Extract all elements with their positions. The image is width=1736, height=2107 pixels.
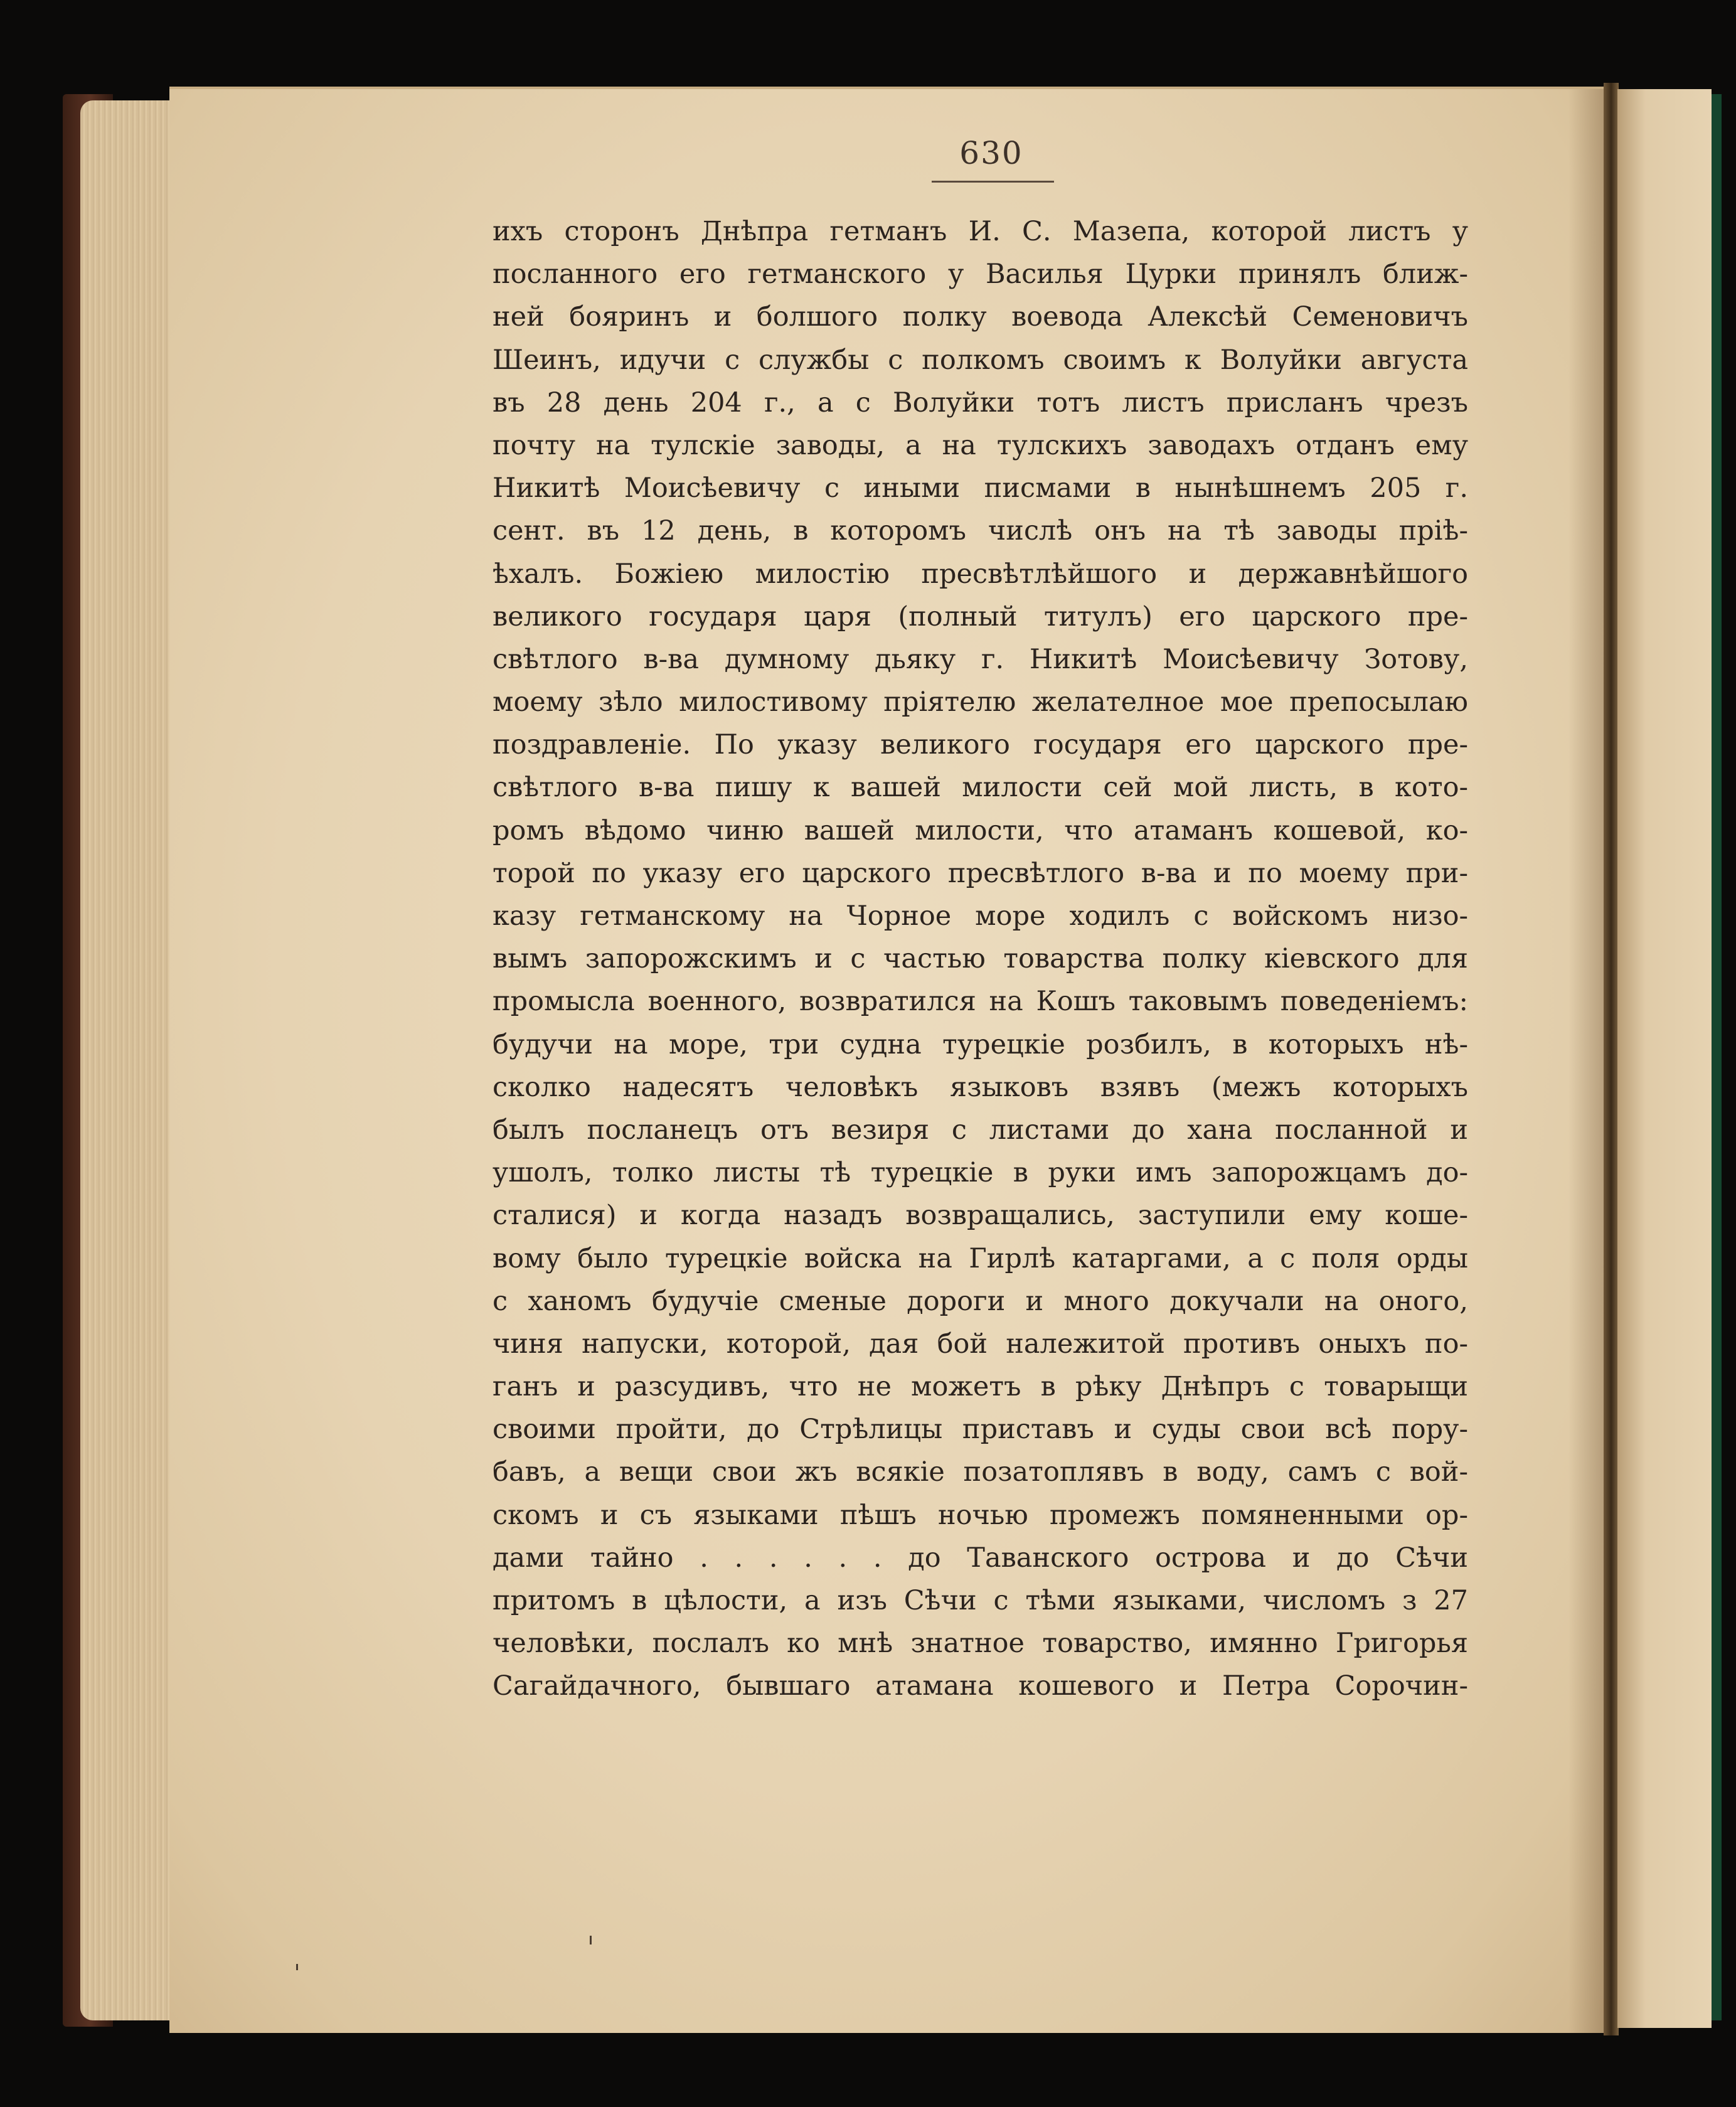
- header-rule: [932, 181, 1054, 183]
- text-line: посланного его гетманского у Василья Цурки принялъ ближ-: [493, 259, 1468, 291]
- body-text: [493, 210, 1468, 1708]
- text-line: человѣки, послалъ ко мнѣ знатное товарство, имянно Григорья: [493, 1628, 1468, 1660]
- text-line: торой по указу его царского пресвѣтлого в-ва и по моему при-: [493, 857, 1468, 889]
- text-line: казу гетманскому на Чорное море ходилъ с войскомъ низо-: [493, 900, 1468, 932]
- text-line: моему зѣло милостивому пріятелю желателное мое препосылаю: [493, 686, 1468, 718]
- text-line: с ханомъ будучіе сменые дороги и много докучали на оного,: [493, 1285, 1468, 1317]
- text-line: ней бояринъ и болшого полку воевода Алексѣй Семеновичъ: [493, 301, 1468, 333]
- text-line: свѣтлого в-ва пишу к вашей милости сей мой листь, в кото-: [493, 772, 1468, 804]
- text-line: въ 28 день 204 г., а с Волуйки тотъ листъ присланъ чрезъ: [493, 387, 1468, 419]
- text-line: вому было турецкіе войска на Гирлѣ катаргами, а с поля орды: [493, 1242, 1468, 1274]
- text-line: притомъ в цѣлости, а изъ Сѣчи с тѣми языками, числомъ з 27: [493, 1585, 1468, 1616]
- text-line: Шеинъ, идучи с службы с полкомъ своимъ к Волуйки августа: [493, 344, 1468, 376]
- text-line: дами тайно . . . . . . до Таванского острова и до Сѣчи: [493, 1542, 1468, 1574]
- text-line: чиня напуски, которой, дая бой належитой противъ оныхъ по-: [493, 1328, 1468, 1360]
- text-line: свѣтлого в-ва думному дьяку г. Никитѣ Моисѣевичу Зотову,: [493, 643, 1468, 675]
- text-line: промысла военного, возвратился на Кошъ таковымъ поведеніемъ:: [493, 986, 1468, 1018]
- text-line: былъ посланецъ отъ везиря с листами до хана посланной и: [493, 1114, 1468, 1146]
- text-line: Никитѣ Моисѣевичу с иными писмами в нынѣшнемъ 205 г.: [493, 472, 1468, 504]
- text-line: почту на тулскіе заводы, а на тулскихъ заводахъ отданъ ему: [493, 429, 1468, 461]
- text-line: бавъ, а вещи свои жъ всякіе позатоплявъ в воду, самъ с вой-: [493, 1456, 1468, 1488]
- facing-page-edge: [1617, 89, 1712, 2028]
- text-line: Сагайдачного, бывшаго атамана кошевого и Петра Сорочин-: [493, 1670, 1468, 1702]
- text-line: сколко надесятъ человѣкъ языковъ взявъ (межъ которыхъ: [493, 1071, 1468, 1103]
- text-line: вымъ запорожскимъ и с частью товарства полку кіевского для: [493, 943, 1468, 975]
- text-line: сент. въ 12 день, в которомъ числѣ онъ на тѣ заводы пріѣ-: [493, 515, 1468, 547]
- text-line: ихъ сторонъ Днѣпра гетманъ И. С. Мазепа, которой листъ у: [493, 216, 1468, 247]
- text-line: поздравленіе. По указу великого государя его царского пре-: [493, 729, 1468, 761]
- binding-edge: [1712, 94, 1722, 2020]
- text-line: ушолъ, толко листы тѣ турецкіе в руки имъ запорожцамъ до-: [493, 1157, 1468, 1189]
- text-line: сталися) и когда назадъ возвращались, заступили ему коше-: [493, 1200, 1468, 1232]
- text-line: своими пройти, до Стрѣлицы приставъ и суды свои всѣ пору-: [493, 1414, 1468, 1446]
- text-line: ромъ вѣдомо чиню вашей милости, что атаманъ кошевой, ко-: [493, 814, 1468, 846]
- text-line: ганъ и разсудивъ, что не можетъ в рѣку Днѣпръ с товарыщи: [493, 1371, 1468, 1403]
- book-gutter: [1604, 83, 1619, 2035]
- text-line: скомъ и съ языками пѣшъ ночью промежъ помяненными ор-: [493, 1499, 1468, 1531]
- page-number: 630: [959, 135, 1023, 171]
- paper-speck: [296, 1964, 298, 1970]
- text-line: ѣхалъ. Божіею милостію пресвѣтлѣйшого и державнѣйшого: [493, 558, 1468, 590]
- paper-speck: [590, 1936, 592, 1944]
- text-line: великого государя царя (полный титулъ) его царского пре-: [493, 600, 1468, 632]
- text-line: будучи на море, три судна турецкіе розбилъ, в которыхъ нѣ-: [493, 1028, 1468, 1060]
